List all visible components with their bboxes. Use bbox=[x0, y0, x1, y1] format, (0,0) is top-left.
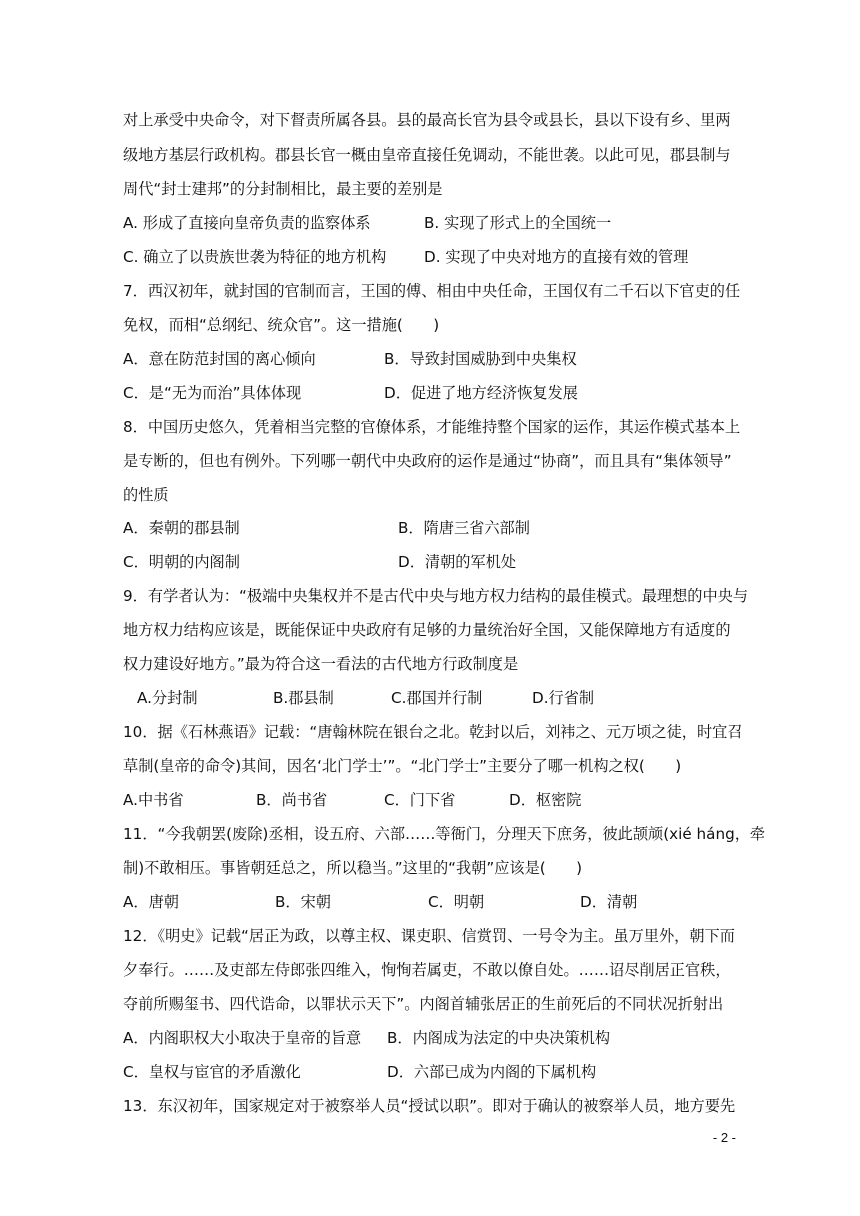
option-6d: D. 实现了中央对地方的直接有效的管理 bbox=[424, 248, 689, 266]
text-line: 是专断的，但也有例外。下列哪一朝代中央政府的运作是通过“协商”，而且具有“集体领导” bbox=[123, 452, 732, 470]
option-8d: D．清朝的军机处 bbox=[398, 553, 517, 571]
option-9a: A.分封制 bbox=[137, 689, 198, 707]
question-11: 11．“今我朝罢(废除)丞相，设五府、六部……等衙门，分理天下庶务，彼此颉颃(xié háng，牵 bbox=[123, 825, 766, 843]
page-number: - 2 - bbox=[712, 1130, 736, 1145]
option-12c: C．皇权与宦官的矛盾激化 bbox=[123, 1063, 301, 1081]
option-9d: D.行省制 bbox=[532, 689, 595, 707]
option-10b: B．尚书省 bbox=[256, 791, 328, 809]
option-10a: A.中书省 bbox=[123, 791, 184, 809]
option-8b: B．隋唐三省六部制 bbox=[398, 519, 530, 537]
question-10: 10．据《石林燕语》记载：“唐翰林院在银台之北。乾封以后，刘袆之、元万顷之徒，时宜召 bbox=[123, 723, 743, 741]
option-9b: B.郡县制 bbox=[273, 689, 334, 707]
option-10c: C．门下省 bbox=[384, 791, 456, 809]
question-12: 12．《明史》记载“居正为政，以尊主权、课吏职、信赏罚、一号令为主。虽万里外，朝下而 bbox=[123, 927, 735, 945]
option-11b: B．宋朝 bbox=[275, 893, 331, 911]
question-7: 7．西汉初年，就封国的官制而言，王国的傅、相由中央任命，王国仅有二千石以下官吏的任 bbox=[123, 282, 741, 300]
option-6b: B. 实现了形式上的全国统一 bbox=[424, 214, 612, 232]
text-line: 夺前所赐玺书、四代诰命，以罪状示天下”。内阁首辅张居正的生前死后的不同状况折射出 bbox=[123, 995, 724, 1013]
question-8: 8．中国历史悠久，凭着相当完整的官僚体系，才能维持整个国家的运作，其运作模式基本上 bbox=[123, 418, 741, 436]
text-line: 的性质 bbox=[123, 486, 169, 504]
option-6c: C. 确立了以贵族世袭为特征的地方机构 bbox=[123, 248, 387, 266]
text-line: 制)不敢相压。事皆朝廷总之，所以稳当。”这里的“我朝”应该是( ) bbox=[123, 859, 583, 877]
option-7c: C．是“无为而治”具体体现 bbox=[123, 384, 302, 402]
text-line: 地方权力结构应该是，既能保证中央政府有足够的力量统治好全国，又能保障地方有适度的 bbox=[123, 621, 731, 639]
option-12a: A．内阁职权大小取决于皇帝的旨意 bbox=[123, 1029, 362, 1047]
option-7d: D．促进了地方经济恢复发展 bbox=[384, 384, 578, 402]
text-line: 级地方基层行政机构。郡县长官一概由皇帝直接任免调动，不能世袭。以此可见，郡县制与 bbox=[123, 146, 731, 164]
option-10d: D．枢密院 bbox=[509, 791, 582, 809]
text-line: 免权，而相“总纲纪、统众官”。这一措施( ) bbox=[123, 316, 440, 334]
text-line: 夕奉行。……及吏部左侍郎张四维入，恂恂若属吏，不敢以僚自处。……诏尽削居正官秩， bbox=[123, 961, 731, 979]
text-line: 权力建设好地方。”最为符合这一看法的古代地方行政制度是 bbox=[123, 655, 519, 673]
option-12d: D．六部已成为内阁的下属机构 bbox=[387, 1063, 597, 1081]
option-7a: A．意在防范封国的离心倾向 bbox=[123, 350, 316, 368]
option-12b: B．内阁成为法定的中央决策机构 bbox=[387, 1029, 611, 1047]
text-line: 周代“封士建邦”的分封制相比，最主要的差别是 bbox=[123, 180, 443, 198]
option-6a: A. 形成了直接向皇帝负责的监察体系 bbox=[123, 214, 371, 232]
text-line: 草制(皇帝的命令)其间，因名‘北门学士’”。“北门学士”主要分了哪一机构之权( ) bbox=[123, 757, 682, 775]
text-line: 对上承受中央命令，对下督责所属各县。县的最高长官为县令或县长，县以下设有乡、里两 bbox=[123, 111, 731, 129]
option-7b: B．导致封国威胁到中央集权 bbox=[384, 350, 577, 368]
option-11d: D．清朝 bbox=[580, 893, 638, 911]
option-8a: A．秦朝的郡县制 bbox=[123, 519, 240, 537]
option-8c: C．明朝的内阁制 bbox=[123, 553, 240, 571]
question-13: 13．东汉初年，国家规定对于被察举人员“授试以职”。即对于确认的被察举人员，地方要先 bbox=[123, 1097, 736, 1115]
option-9c: C.郡国并行制 bbox=[391, 689, 483, 707]
option-11c: C．明朝 bbox=[428, 893, 485, 911]
question-9: 9．有学者认为：“极端中央集权并不是古代中央与地方权力结构的最佳模式。最理想的中央与 bbox=[123, 587, 749, 605]
option-11a: A．唐朝 bbox=[123, 893, 179, 911]
